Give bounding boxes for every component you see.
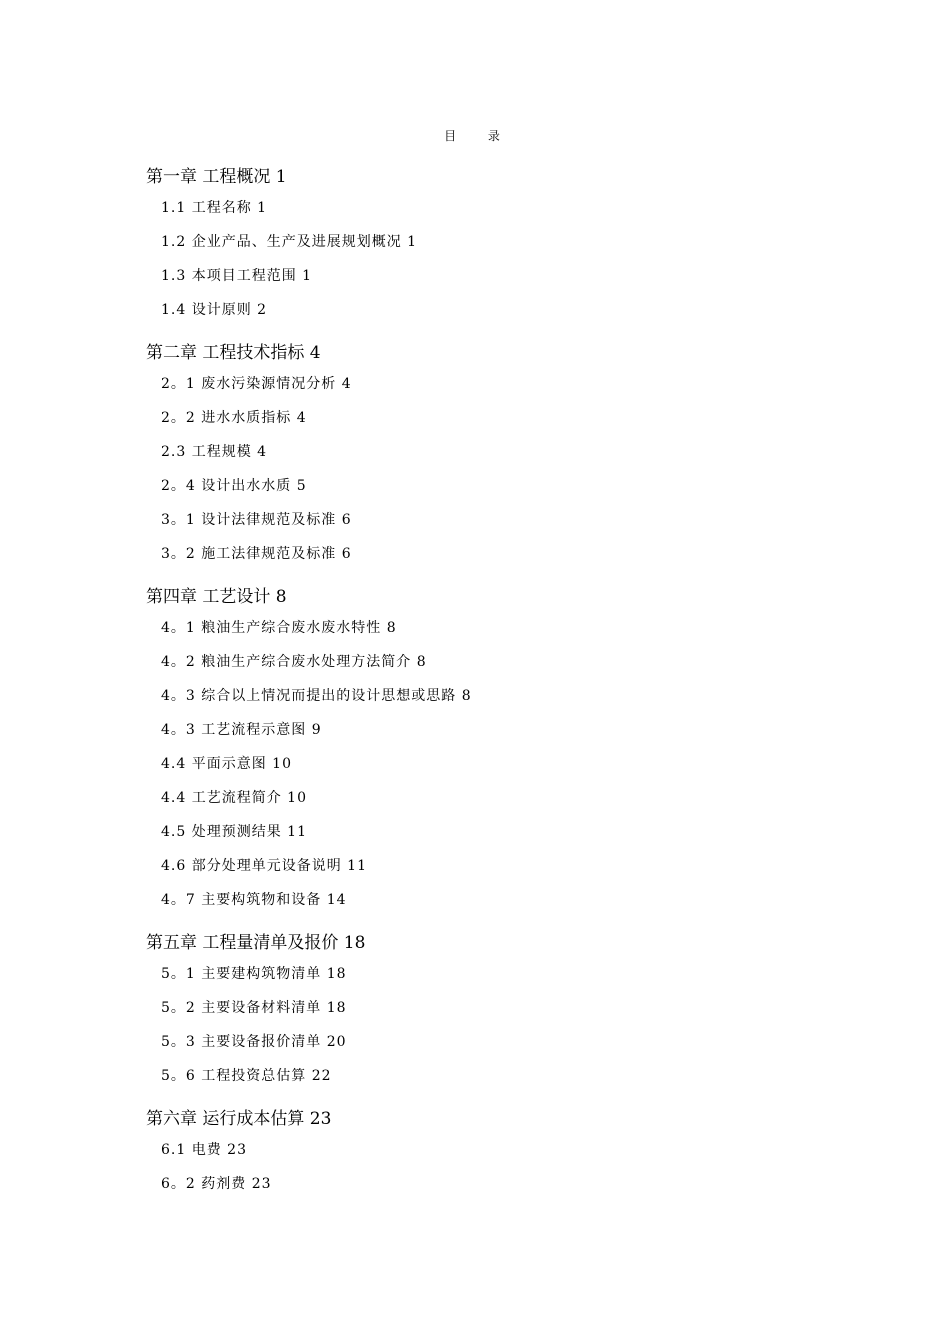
toc-item-4-4a[interactable]: 4.4 平面示意图 10 — [161, 756, 292, 772]
toc-item-4-4b[interactable]: 4.4 工艺流程简介 10 — [161, 790, 307, 806]
toc-item-3-2[interactable]: 3。2 施工法律规范及标准 6 — [161, 546, 352, 562]
toc-item-1-1[interactable]: 1.1 工程名称 1 — [161, 200, 268, 216]
toc-item-2-1[interactable]: 2。1 废水污染源情况分析 4 — [161, 376, 352, 392]
toc-item-4-5[interactable]: 4.5 处理预测结果 11 — [161, 824, 307, 840]
toc-item-4-6[interactable]: 4.6 部分处理单元设备说明 11 — [161, 858, 367, 874]
toc-item-2-2[interactable]: 2。2 进水水质指标 4 — [161, 410, 307, 426]
table-of-contents — [146, 163, 866, 1201]
toc-item-5-3[interactable]: 5。3 主要设备报价清单 20 — [161, 1034, 347, 1050]
toc-item-1-3[interactable]: 1.3 本项目工程范围 1 — [161, 268, 313, 284]
toc-item-1-2[interactable]: 1.2 企业产品、生产及进展规划概况 1 — [161, 234, 418, 250]
toc-item-5-6[interactable]: 5。6 工程投资总估算 22 — [161, 1068, 332, 1084]
toc-item-5-2[interactable]: 5。2 主要设备材料清单 18 — [161, 1000, 347, 1016]
toc-item-1-4[interactable]: 1.4 设计原则 2 — [161, 302, 268, 318]
toc-chapter-1[interactable]: 第一章 工程概况 1 — [146, 167, 287, 187]
toc-item-4-7[interactable]: 4。7 主要构筑物和设备 14 — [161, 892, 347, 908]
toc-item-3-1[interactable]: 3。1 设计法律规范及标准 6 — [161, 512, 352, 528]
toc-item-4-3b[interactable]: 4。3 工艺流程示意图 9 — [161, 722, 322, 738]
toc-item-4-3a[interactable]: 4。3 综合以上情况而提出的设计思想或思路 8 — [161, 688, 472, 704]
toc-title: 目 录 — [444, 129, 514, 143]
toc-item-2-3[interactable]: 2.3 工程规模 4 — [161, 444, 268, 460]
toc-chapter-4[interactable]: 第四章 工艺设计 8 — [146, 587, 287, 607]
toc-item-6-2[interactable]: 6。2 药剂费 23 — [161, 1176, 272, 1192]
toc-item-5-1[interactable]: 5。1 主要建构筑物清单 18 — [161, 966, 347, 982]
toc-chapter-6[interactable]: 第六章 运行成本估算 23 — [146, 1109, 332, 1129]
toc-item-2-4[interactable]: 2。4 设计出水水质 5 — [161, 478, 307, 494]
toc-chapter-5[interactable]: 第五章 工程量清单及报价 18 — [146, 933, 366, 953]
toc-chapter-2[interactable]: 第二章 工程技术指标 4 — [146, 343, 321, 363]
toc-item-4-1[interactable]: 4。1 粮油生产综合废水废水特性 8 — [161, 620, 397, 636]
toc-item-6-1[interactable]: 6.1 电费 23 — [161, 1142, 247, 1158]
toc-item-4-2[interactable]: 4。2 粮油生产综合废水处理方法简介 8 — [161, 654, 427, 670]
